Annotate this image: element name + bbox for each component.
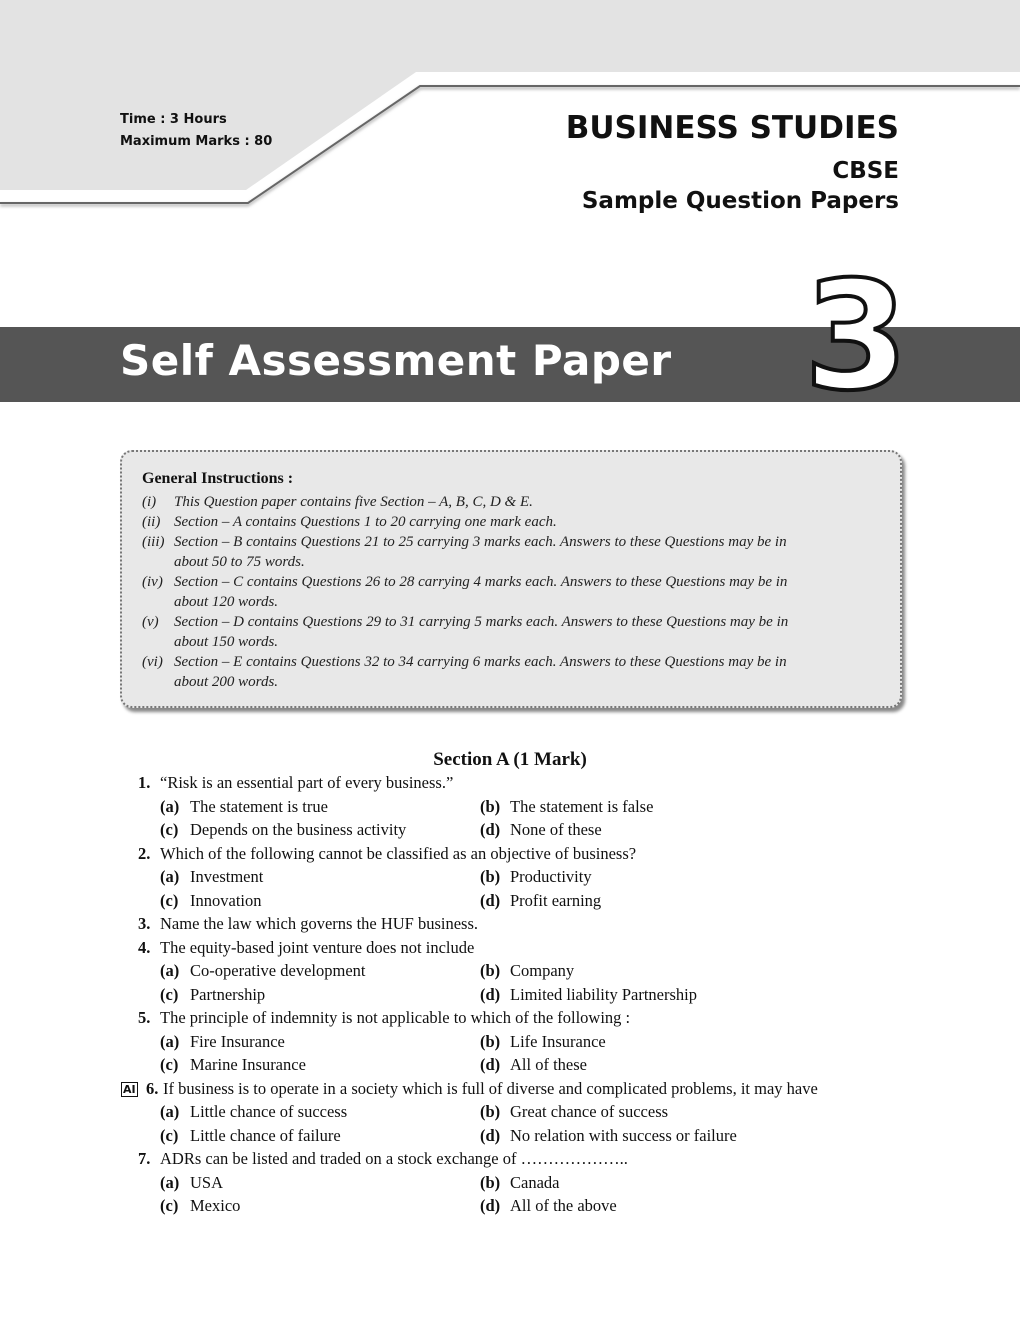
instruction-number: (i) <box>142 494 157 510</box>
instruction-text: Section – C contains Questions 26 to 28 carrying 4 marks each. Answers to these Questions may be in <box>174 574 788 590</box>
option-label: (a) <box>160 1102 180 1121</box>
instruction-text: about 150 words. <box>174 634 279 650</box>
instruction-number: (iv) <box>142 574 163 590</box>
question-number: 3. <box>138 914 151 933</box>
question-number: 6. <box>146 1078 159 1098</box>
ai-badge-icon: AI <box>123 1082 136 1096</box>
instruction-item <box>142 532 880 572</box>
option-text: Productivity <box>510 867 592 886</box>
option-text: Profit earning <box>510 890 602 910</box>
option-text: Mexico <box>190 1196 241 1215</box>
instruction-text-block <box>174 532 880 572</box>
exam-time: Time : 3 Hours <box>120 112 227 127</box>
option-label: (d) <box>480 984 501 1004</box>
option-text: The statement is false <box>510 796 654 816</box>
option-label: (a) <box>160 796 180 816</box>
option-text: No relation with success or failure <box>510 1125 737 1145</box>
instruction-text-block <box>174 652 880 692</box>
question-number: 7. <box>138 1149 151 1168</box>
option-text: Great chance of success <box>510 1102 669 1121</box>
option-label: (b) <box>480 1172 501 1192</box>
maximum-marks: Maximum Marks : 80 <box>120 134 273 149</box>
option-label: (d) <box>480 890 501 910</box>
subject-title: BUSINESS STUDIES <box>565 110 899 146</box>
instruction-text: Section – E contains Questions 32 to 34 carrying 6 marks each. Answers to these Questions may be in <box>174 654 787 670</box>
instructions-list <box>142 492 880 692</box>
option-label: (d) <box>480 1196 501 1215</box>
option-label: (c) <box>160 1125 179 1145</box>
question-text: “Risk is an essential part of every business.” <box>160 773 454 792</box>
instruction-item <box>142 652 880 692</box>
option-label: (c) <box>160 1196 179 1215</box>
instruction-text: Section – D contains Questions 29 to 31 carrying 5 marks each. Answers to these Questions may be in <box>174 614 789 630</box>
option-text: Depends on the business activity <box>190 820 407 839</box>
option-label: (b) <box>480 961 501 980</box>
option-text: USA <box>190 1172 224 1192</box>
option-text: Innovation <box>190 890 262 910</box>
question-number: 4. <box>138 937 151 957</box>
question-number: 1. <box>138 773 151 792</box>
paper-title: Self Assessment Paper <box>120 336 672 385</box>
general-instructions-box <box>120 450 902 708</box>
option-label: (b) <box>480 867 501 886</box>
question-text: If business is to operate in a society which is full of diverse and complicated problems, it may have <box>163 1078 818 1098</box>
option-text: All of these <box>510 1055 587 1074</box>
series-label: Sample Question Papers <box>581 188 899 214</box>
option-label: (b) <box>480 1102 501 1121</box>
option-text: Marine Insurance <box>190 1055 306 1074</box>
instruction-text-block <box>174 492 880 512</box>
option-text: Life Insurance <box>510 1031 606 1051</box>
instruction-item <box>142 512 880 532</box>
instruction-item <box>142 492 880 512</box>
instruction-item <box>142 572 880 612</box>
instruction-text-block <box>174 612 880 652</box>
instruction-number: (iii) <box>142 534 165 550</box>
option-label: (a) <box>160 867 180 886</box>
option-label: (b) <box>480 796 501 816</box>
option-text: Partnership <box>190 984 266 1004</box>
instruction-item <box>142 612 880 652</box>
board-label: CBSE <box>832 158 899 184</box>
instruction-text: about 200 words. <box>174 674 279 690</box>
instruction-text-block <box>174 572 880 612</box>
option-label: (a) <box>160 1172 180 1192</box>
instruction-number: (v) <box>142 614 159 630</box>
option-text: Little chance of failure <box>190 1125 341 1145</box>
instruction-number: (vi) <box>142 654 163 670</box>
question-text: Which of the following cannot be classified as an objective of business? <box>160 843 637 863</box>
option-label: (d) <box>480 1055 501 1074</box>
option-label: (c) <box>160 984 179 1004</box>
option-text: The statement is true <box>190 796 328 816</box>
option-text: Company <box>510 961 575 980</box>
instruction-text: about 50 to 75 words. <box>174 554 305 570</box>
option-text: All of the above <box>510 1196 617 1215</box>
option-text: Little chance of success <box>190 1102 348 1121</box>
instruction-text: Section – B contains Questions 21 to 25 carrying 3 marks each. Answers to these Questions may be in <box>174 534 787 550</box>
option-text: Investment <box>190 867 264 886</box>
option-text: Co-operative development <box>190 961 366 980</box>
option-text: None of these <box>510 820 602 839</box>
instruction-text: This Question paper contains five Section – A, B, C, D & E. <box>174 494 533 510</box>
question-text: ADRs can be listed and traded on a stock exchange of ……………….. <box>160 1149 628 1168</box>
option-label: (c) <box>160 1055 179 1074</box>
option-label: (a) <box>160 1031 180 1051</box>
option-text: Limited liability Partnership <box>510 984 697 1004</box>
option-label: (b) <box>480 1031 501 1051</box>
instruction-number: (ii) <box>142 514 161 530</box>
question-text: Name the law which governs the HUF business. <box>160 914 479 933</box>
instruction-text: Section – A contains Questions 1 to 20 carrying one mark each. <box>174 514 557 530</box>
section-heading: Section A (1 Mark) <box>433 749 587 770</box>
option-text: Canada <box>510 1172 560 1192</box>
question-number: 5. <box>138 1008 151 1027</box>
option-text: Fire Insurance <box>190 1031 285 1051</box>
instruction-text: about 120 words. <box>174 594 279 610</box>
question-text: The principle of indemnity is not applicable to which of the following : <box>160 1008 631 1027</box>
instructions-heading: General Instructions : <box>142 470 294 487</box>
option-label: (a) <box>160 961 180 980</box>
option-label: (c) <box>160 820 179 839</box>
question-number: 2. <box>138 843 151 863</box>
option-label: (c) <box>160 890 179 910</box>
paper-number: 3 <box>804 250 909 424</box>
instruction-text-block <box>174 512 880 532</box>
option-label: (d) <box>480 1125 501 1145</box>
question-text: The equity-based joint venture does not include <box>160 937 475 957</box>
option-label: (d) <box>480 820 501 839</box>
